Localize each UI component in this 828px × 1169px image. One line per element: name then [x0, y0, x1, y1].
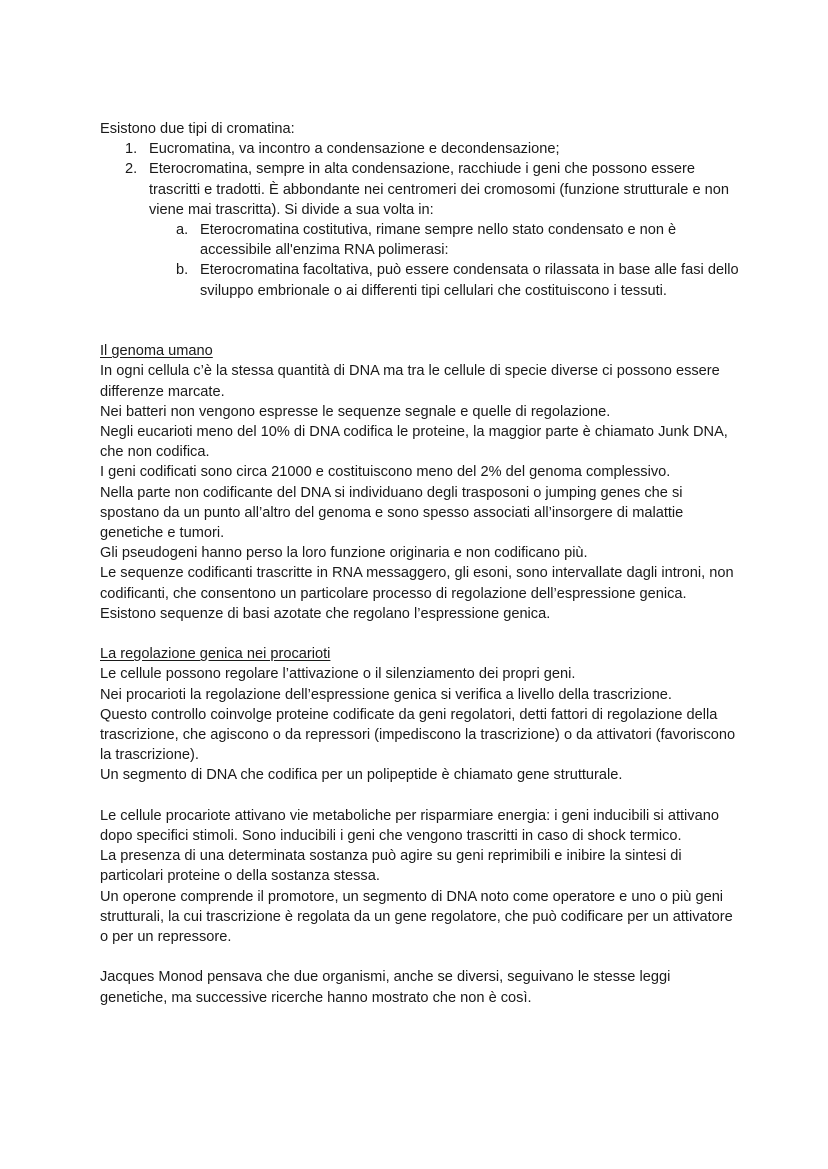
spacer	[100, 321, 740, 341]
paragraph: I geni codificati sono circa 21000 e costituiscono meno del 2% del genoma complessivo.	[100, 464, 671, 481]
section-heading-prokaryotes: La regolazione genica nei procarioti	[100, 646, 331, 663]
list-item	[100, 139, 740, 159]
heterochromatin-subtypes-list	[149, 220, 740, 301]
paragraph: Nella parte non codificante del DNA si individuano degli trasposoni o jumping genes che si spostano da un punto all’altro del genoma e sono spesso associati all’insorgere di malattie genetiche e tumori.	[100, 484, 684, 542]
paragraph: Jacques Monod pensava che due organismi, anche se diversi, seguivano le stesse leggi genetiche, ma successive ricerche hanno mostrato che non è così.	[100, 969, 671, 1006]
sublist-marker: b.	[176, 262, 189, 279]
paragraph: Le cellule possono regolare l’attivazione o il silenziamento dei propri geni.	[100, 666, 576, 683]
paragraph: Nei procarioti la regolazione dell’espressione genica si verifica a livello della trascrizione.	[100, 686, 672, 703]
spacer	[100, 624, 740, 644]
list-item-text: Eucromatina, va incontro a condensazione e decondensazione;	[149, 141, 560, 158]
paragraph: Esistono sequenze di basi azotate che regolano l’espressione genica.	[100, 605, 551, 622]
paragraph: Le cellule procariote attivano vie metaboliche per risparmiare energia: i geni inducibili si attivano dopo specifici stimoli. Sono inducibili i geni che vengono trascritti in caso di shock termico.	[100, 807, 719, 845]
intro-lead: Esistono due tipi di cromatina:	[100, 121, 295, 137]
paragraph: Un segmento di DNA che codifica per un polipeptide è chiamato gene strutturale.	[100, 767, 623, 784]
spacer	[100, 301, 740, 321]
paragraph: Questo controllo coinvolge proteine codificate da geni regolatori, detti fattori di regolazione della trascrizione, che agiscono o da repressori (impediscono la trascrizione) o da attivatori (favoriscono la trascrizione).	[100, 706, 736, 764]
list-marker: 1.	[125, 141, 138, 158]
paragraph: Un operone comprende il promotore, un segmento di DNA noto come operatore e uno o più geni strutturali, la cui trascrizione è regolata da un gene regolatore, che può codificare per un attivatore o per un repressore.	[100, 888, 733, 946]
spacer	[100, 786, 740, 806]
list-item	[100, 159, 740, 300]
paragraph: In ogni cellula c’è la stessa quantità di DNA ma tra le cellule di specie diverse ci possono essere differenze marcate.	[100, 363, 720, 400]
sublist-item	[149, 220, 740, 260]
chromatin-types-list	[100, 139, 740, 301]
sublist-item	[149, 260, 740, 300]
document-page	[100, 119, 740, 1008]
paragraph: Le sequenze codificanti trascritte in RNA messaggero, gli esoni, sono intervallate dagli introni, non codificanti, che consentono un particolare processo di regolazione dell’espressione genica.	[100, 565, 734, 602]
paragraph: Gli pseudogeni hanno perso la loro funzione originaria e non codificano più.	[100, 545, 588, 562]
sublist-marker: a.	[176, 222, 189, 239]
paragraph: La presenza di una determinata sostanza può agire su geni reprimibili e inibire la sintesi di particolari proteine o della sostanza stessa.	[100, 848, 682, 885]
paragraph: Negli eucarioti meno del 10% di DNA codifica le proteine, la maggior parte è chiamato Junk DNA, che non codifica.	[100, 424, 728, 461]
paragraph: Nei batteri non vengono espresse le sequenze segnale e quelle di regolazione.	[100, 403, 611, 420]
sublist-item-text: Eterocromatina facoltativa, può essere condensata o rilassata in base alle fasi dello sviluppo embrionale o ai differenti tipi cellulari che costituiscono i tessuti.	[200, 262, 739, 299]
list-item-text: Eterocromatina, sempre in alta condensazione, racchiude i geni che possono essere trascritti e tradotti. È abbondante nei centromeri dei cromosomi (funzione strutturale e non viene mai trascritta). Si divide a sua volta in:	[149, 161, 729, 218]
section-heading-genome: Il genoma umano	[100, 343, 213, 360]
list-marker: 2.	[125, 161, 138, 178]
spacer	[100, 947, 740, 967]
sublist-item-text: Eterocromatina costitutiva, rimane sempre nello stato condensato e non è accessibile all'enzima RNA polimerasi:	[200, 222, 677, 259]
